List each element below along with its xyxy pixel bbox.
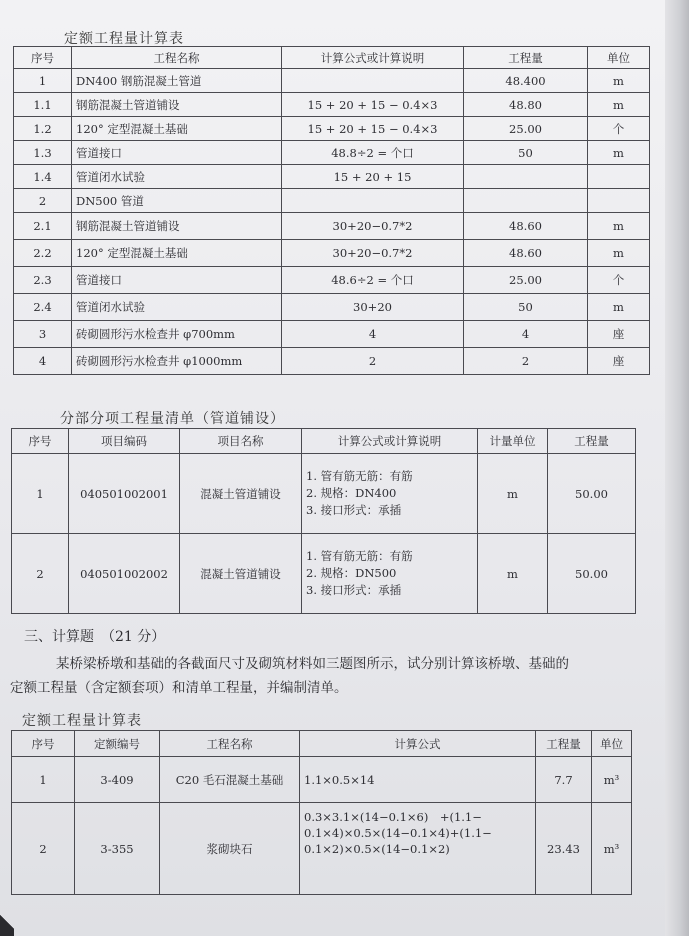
row-index: 1	[12, 454, 69, 534]
quota-quantity-table-2	[11, 730, 632, 895]
item-description: 1. 管有筋无筋：有筋 2. 规格：DN500 3. 接口形式：承插	[302, 534, 478, 614]
row-index: 1.1	[14, 93, 72, 117]
item-formula	[282, 189, 464, 213]
table-row	[14, 69, 650, 93]
item-name: DN500 管道	[72, 189, 282, 213]
table-row	[14, 165, 650, 189]
item-name: 钢筋混凝土管道铺设	[72, 213, 282, 240]
table-row	[14, 321, 650, 348]
item-code: 040501002001	[69, 454, 180, 534]
item-unit: m	[588, 213, 650, 240]
item-formula: 15 + 20 + 15 − 0.4×3	[282, 117, 464, 141]
item-formula: 2	[282, 348, 464, 375]
item-formula	[282, 69, 464, 93]
item-unit: m³	[592, 757, 632, 803]
item-name: 混凝土管道铺设	[180, 534, 302, 614]
item-formula: 0.3×3.1×(14−0.1×6) +(1.1− 0.1×4)×0.5×(14−0.1×4)+(1.1− 0.1×2)×0.5×(14−0.1×2)	[300, 803, 536, 895]
row-index: 1.2	[14, 117, 72, 141]
header-cell: 计量单位	[478, 429, 548, 454]
table-header-row	[12, 429, 636, 454]
table-row	[14, 93, 650, 117]
item-formula: 30+20	[282, 294, 464, 321]
item-formula: 4	[282, 321, 464, 348]
item-name: 浆砌块石	[160, 803, 300, 895]
header-cell: 工程名称	[72, 47, 282, 69]
item-name: 砖砌圆形污水检查井 φ1000mm	[72, 348, 282, 375]
header-cell: 项目编码	[69, 429, 180, 454]
item-quantity: 48.400	[464, 69, 588, 93]
table-row	[12, 534, 636, 614]
table-row	[14, 117, 650, 141]
item-formula: 30+20−0.7*2	[282, 240, 464, 267]
item-quantity: 50	[464, 294, 588, 321]
item-description: 1. 管有筋无筋：有筋 2. 规格：DN400 3. 接口形式：承插	[302, 454, 478, 534]
header-cell: 序号	[12, 429, 69, 454]
table3-title: 定额工程量计算表	[22, 713, 142, 729]
item-name: 120° 定型混凝土基础	[72, 240, 282, 267]
item-name: C20 毛石混凝土基础	[160, 757, 300, 803]
row-index: 1.3	[14, 141, 72, 165]
item-unit: 座	[588, 348, 650, 375]
item-name: 120° 定型混凝土基础	[72, 117, 282, 141]
item-name: 管道闭水试验	[72, 165, 282, 189]
table-row	[12, 757, 632, 803]
item-unit: 座	[588, 321, 650, 348]
item-unit: m	[588, 93, 650, 117]
item-formula: 30+20−0.7*2	[282, 213, 464, 240]
table-row	[14, 240, 650, 267]
item-quantity: 48.60	[464, 240, 588, 267]
row-index: 1.4	[14, 165, 72, 189]
problem-text-line2: 定额工程量（含定额套项）和清单工程量，并编制清单。	[10, 680, 348, 696]
header-cell: 工程量	[464, 47, 588, 69]
item-quantity: 23.43	[536, 803, 592, 895]
table-row	[12, 803, 632, 895]
item-formula: 15 + 20 + 15 − 0.4×3	[282, 93, 464, 117]
item-quantity: 50.00	[548, 534, 636, 614]
item-quantity: 4	[464, 321, 588, 348]
item-name: 砖砌圆形污水检查井 φ700mm	[72, 321, 282, 348]
photo-shadow	[0, 908, 14, 936]
item-name: 管道接口	[72, 267, 282, 294]
header-cell: 序号	[12, 731, 75, 757]
item-unit: m³	[592, 803, 632, 895]
item-formula: 1.1×0.5×14	[300, 757, 536, 803]
header-cell: 单位	[592, 731, 632, 757]
item-unit: m	[588, 240, 650, 267]
item-quantity: 50.00	[548, 454, 636, 534]
row-index: 2.2	[14, 240, 72, 267]
item-unit	[588, 165, 650, 189]
item-quantity	[464, 189, 588, 213]
row-index: 1	[14, 69, 72, 93]
item-code: 040501002002	[69, 534, 180, 614]
item-quantity: 7.7	[536, 757, 592, 803]
item-unit: m	[478, 534, 548, 614]
table-row	[14, 348, 650, 375]
table-header-row	[12, 731, 632, 757]
row-index: 3	[14, 321, 72, 348]
item-name: 混凝土管道铺设	[180, 454, 302, 534]
table-row	[12, 454, 636, 534]
item-unit: m	[478, 454, 548, 534]
table-row	[14, 189, 650, 213]
header-cell: 计算公式或计算说明	[282, 47, 464, 69]
item-quantity: 25.00	[464, 267, 588, 294]
row-index: 2	[12, 534, 69, 614]
row-index: 2.3	[14, 267, 72, 294]
header-cell: 工程名称	[160, 731, 300, 757]
header-cell: 定额编号	[75, 731, 160, 757]
header-cell: 计算公式或计算说明	[302, 429, 478, 454]
table-row	[14, 213, 650, 240]
row-index: 2.4	[14, 294, 72, 321]
table2-title: 分部分项工程量清单（管道铺设）	[60, 411, 285, 427]
table-header-row	[14, 47, 650, 69]
row-index: 1	[12, 757, 75, 803]
problem-text-line1: 某桥梁桥墩和基础的各截面尺寸及砌筑材料如三题图所示，试分别计算该桥墩、基础的	[56, 656, 569, 672]
table-row	[14, 141, 650, 165]
header-cell: 序号	[14, 47, 72, 69]
item-name: DN400 钢筋混凝土管道	[72, 69, 282, 93]
item-unit: 个	[588, 117, 650, 141]
item-unit: m	[588, 294, 650, 321]
row-index: 2.1	[14, 213, 72, 240]
header-cell: 单位	[588, 47, 650, 69]
table-row	[14, 294, 650, 321]
header-cell: 工程量	[536, 731, 592, 757]
row-index: 2	[12, 803, 75, 895]
item-quantity	[464, 165, 588, 189]
row-index: 2	[14, 189, 72, 213]
item-quantity: 48.80	[464, 93, 588, 117]
table1-title: 定额工程量计算表	[64, 31, 184, 47]
header-cell: 计算公式	[300, 731, 536, 757]
book-spine	[665, 0, 689, 936]
row-index: 4	[14, 348, 72, 375]
bill-of-quantities-table	[11, 428, 636, 614]
item-unit	[588, 189, 650, 213]
item-unit: 个	[588, 267, 650, 294]
item-unit: m	[588, 141, 650, 165]
item-name: 钢筋混凝土管道铺设	[72, 93, 282, 117]
quota-code: 3-355	[75, 803, 160, 895]
header-cell: 工程量	[548, 429, 636, 454]
item-quantity: 48.60	[464, 213, 588, 240]
table-row	[14, 267, 650, 294]
item-quantity: 25.00	[464, 117, 588, 141]
item-unit: m	[588, 69, 650, 93]
section-heading: 三、计算题 （21 分）	[24, 629, 166, 645]
quota-quantity-table-1	[13, 46, 650, 375]
item-name: 管道接口	[72, 141, 282, 165]
item-formula: 48.6÷2 = 个口	[282, 267, 464, 294]
item-quantity: 2	[464, 348, 588, 375]
header-cell: 项目名称	[180, 429, 302, 454]
item-formula: 48.8÷2 = 个口	[282, 141, 464, 165]
item-formula: 15 + 20 + 15	[282, 165, 464, 189]
quota-code: 3-409	[75, 757, 160, 803]
item-quantity: 50	[464, 141, 588, 165]
item-name: 管道闭水试验	[72, 294, 282, 321]
